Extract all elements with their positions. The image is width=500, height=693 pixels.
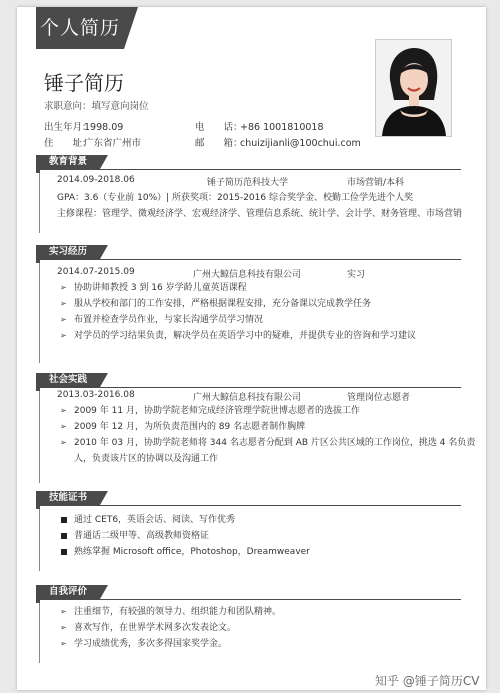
list-item: 熟练掌握 Microsoft office，Photoshop，Dreamweaver <box>74 545 310 559</box>
list-item-continuation: 人，负责该片区的协调以及沟通工作 <box>74 454 219 464</box>
internship-title: 实习经历 <box>36 245 100 259</box>
phone-info <box>195 119 324 133</box>
list-item: ➢ 注重细节，有较强的领导力、组织能力和团队精神。 <box>60 607 282 617</box>
list-item: ➢ 对学员的学习结果负责，解决学员在英语学习中的疑难，并提供专业的咨询和学习建议 <box>60 331 417 341</box>
phone-value: +86 1001810018 <box>240 122 324 133</box>
email-label: 邮 箱： <box>195 138 243 149</box>
bullet-arrow-icon: ➢ <box>60 283 67 292</box>
timeline-line <box>39 263 40 363</box>
phone-label: 电 话： <box>195 122 243 133</box>
address-label: 住 址： <box>44 138 92 149</box>
education-section-header <box>36 155 461 173</box>
document-title: 个人简历 <box>36 7 124 49</box>
education-period: 2014.09-2018.06 <box>57 175 135 185</box>
list-item: ➢ 2009 年 12 月，为所负责范围内的 89 名志愿者制作胸牌 <box>60 422 306 432</box>
skills-section-header <box>36 491 461 509</box>
bullet-arrow-icon: ➢ <box>60 331 67 340</box>
timeline-line <box>39 173 40 233</box>
zhihu-watermark: 知乎 @锤子简历CV <box>375 674 480 688</box>
bullet-arrow-icon: ➢ <box>60 607 67 616</box>
email-value: chuizijianli@100chui.com <box>240 138 361 149</box>
list-item: 普通话二级甲等、高级教师资格证 <box>74 529 209 543</box>
social-role: 管理岗位志愿者 <box>347 393 411 403</box>
address-value: 广东省广州市 <box>84 138 142 149</box>
education-major: 市场营销/本科 <box>347 178 405 188</box>
bullet-arrow-icon: ➢ <box>60 315 67 324</box>
internship-role: 实习 <box>347 270 366 280</box>
timeline-line <box>39 391 40 483</box>
bullet-square-icon <box>61 517 67 523</box>
timeline-line <box>39 509 40 571</box>
self-title: 自我评价 <box>36 585 100 599</box>
bullet-arrow-icon: ➢ <box>60 623 67 632</box>
birth-info <box>44 119 123 133</box>
title-corner <box>124 7 138 49</box>
internship-company: 广州大鲸信息科技有限公司 <box>193 270 302 280</box>
education-gpa: GPA：3.6（专业前 10%）| 所获奖项：2015-2016 综合奖学金、校勤工俭学先进个人奖 <box>57 193 413 203</box>
birth-value: 1998.09 <box>84 122 124 133</box>
list-item: ➢ 服从学校和部门的工作安排，严格根据课程安排，充分备课以完成教学任务 <box>60 299 372 309</box>
list-item: ➢ 布置并检查学员作业，与家长沟通学员学习情况 <box>60 315 264 325</box>
social-period: 2013.03-2016.08 <box>57 390 135 400</box>
social-section-header <box>36 373 461 391</box>
birth-label: 出生年月： <box>44 122 92 133</box>
bullet-arrow-icon: ➢ <box>60 639 67 648</box>
bullet-arrow-icon: ➢ <box>60 438 67 447</box>
self-section-header <box>36 585 461 603</box>
bullet-arrow-icon: ➢ <box>60 406 67 415</box>
social-title: 社会实践 <box>36 373 100 387</box>
list-item: ➢ 2010 年 03 月，协助学院老师将 344 名志愿者分配到 AB 片区公共区域的工作岗位，挑选 4 名负责 <box>60 438 476 448</box>
email-info <box>195 135 361 149</box>
bullet-square-icon <box>61 549 67 555</box>
resume-page <box>17 7 486 690</box>
address-info <box>44 135 141 149</box>
profile-photo <box>375 39 452 137</box>
education-school: 锤子简历范科技大学 <box>207 178 289 188</box>
education-courses: 主修课程：管理学、微观经济学、宏观经济学、管理信息系统、统计学、会计学、财务管理、市场营销 <box>57 209 463 219</box>
list-item: ➢ 协助讲师教授 3 到 16 岁学龄儿童英语课程 <box>60 283 247 293</box>
skills-title: 技能证书 <box>36 491 100 505</box>
list-item: ➢ 学习成绩优秀，多次多得国家奖学金。 <box>60 639 228 649</box>
bullet-arrow-icon: ➢ <box>60 422 67 431</box>
bullet-arrow-icon: ➢ <box>60 299 67 308</box>
list-item: ➢ 2009 年 11 月，协助学院老师完成经济管理学院世博志愿者的选拔工作 <box>60 406 360 416</box>
job-objective: 求职意向：填写意向岗位 <box>44 101 149 112</box>
list-item: ➢ 喜欢写作，在世界学术网多次发表论文。 <box>60 623 237 633</box>
bullet-square-icon <box>61 533 67 539</box>
social-company: 广州大鲸信息科技有限公司 <box>193 393 302 403</box>
internship-section-header <box>36 245 461 263</box>
timeline-line <box>39 603 40 663</box>
list-item: 通过 CET6，英语会话、阅读、写作优秀 <box>74 513 235 527</box>
education-title: 教育背景 <box>36 155 100 169</box>
portrait-image <box>376 40 451 136</box>
candidate-name: 锤子简历 <box>44 71 124 95</box>
internship-period: 2014.07-2015.09 <box>57 267 135 277</box>
